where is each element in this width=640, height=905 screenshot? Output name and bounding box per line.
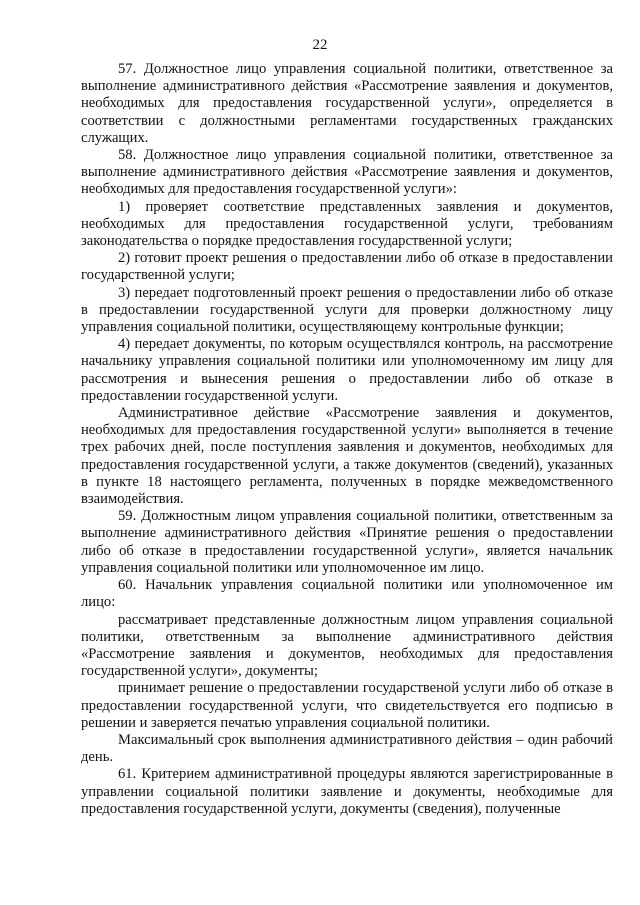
paragraph-60-reviews: рассматривает представленные должностным лицом управления социальной политики, ответственным за выполнение административного действия «Рассмотрение заявления и документов, необходимых для предоставления государственной услуги», документы;	[81, 611, 613, 680]
paragraph-58-item-1: 1) проверяет соответствие представленных заявления и документов, необходимых для предоставления государственной услуги, требованиям законодательства о порядке предоставления государственной услуги;	[81, 198, 613, 250]
document-body	[81, 61, 613, 818]
paragraph-57: 57. Должностное лицо управления социальной политики, ответственное за выполнение административного действия «Рассмотрение заявления и документов, необходимых для предоставления государственной услуги», определяется в соответствии с должностными регламентами государственных гражданских служащих.	[81, 61, 613, 146]
paragraph-60: 60. Начальник управления социальной политики или уполномоченное им лицо:	[81, 577, 613, 611]
paragraph-action-duration: Административное действие «Рассмотрение заявления и документов, необходимых для предоставления государственной услуги» выполняется в течение трех рабочих дней, после поступления заявления и документов, необходимых для предоставления государственной услуги, а также документов (сведений), указанных в пункте 18 настоящего регламента, полученных в порядке межведомственного взаимодействия.	[81, 405, 613, 508]
paragraph-58-item-2: 2) готовит проект решения о предоставлении либо об отказе в предоставлении государственной услуги;	[81, 250, 613, 284]
paragraph-60-decides: принимает решение о предоставлении государственой услуги либо об отказе в предоставлении государственной услуги, что свидетельствуется его подписью в решении и заверяется печатью управления социальной политики.	[81, 680, 613, 731]
page-number: 22	[312, 37, 328, 53]
paragraph-58-item-3: 3) передает подготовленный проект решения о предоставлении либо об отказе в предоставлении государственной услуги для проверки должностному лицу управления социальной политики, осуществляющему контрольные функции;	[81, 284, 613, 336]
paragraph-max-duration: Максимальный срок выполнения административного действия – один рабочий день.	[81, 731, 613, 766]
paragraph-58: 58. Должностное лицо управления социальной политики, ответственное за выполнение административного действия «Рассмотрение заявления и документов, необходимых для предоставления государственной услуги»:	[81, 147, 613, 198]
paragraph-59: 59. Должностным лицом управления социальной политики, ответственным за выполнение административного действия «Принятие решения о предоставлении либо об отказе в предоставлении государственной услуги», является начальник управления социальной политики или уполномоченное им лицо.	[81, 508, 613, 576]
paragraph-58-item-4: 4) передает документы, по которым осуществлялся контроль, на рассмотрение начальнику управления социальной политики или уполномоченному им лицу для рассмотрения и вынесения решения о предоставлении либо об отказе в предоставлении государственной услуги.	[81, 336, 613, 404]
paragraph-61: 61. Критерием административной процедуры являются зарегистрированные в управлении социальной политики заявление и документы, необходимые для предоставления государственной услуги, документы (сведения), полученные	[81, 766, 613, 817]
